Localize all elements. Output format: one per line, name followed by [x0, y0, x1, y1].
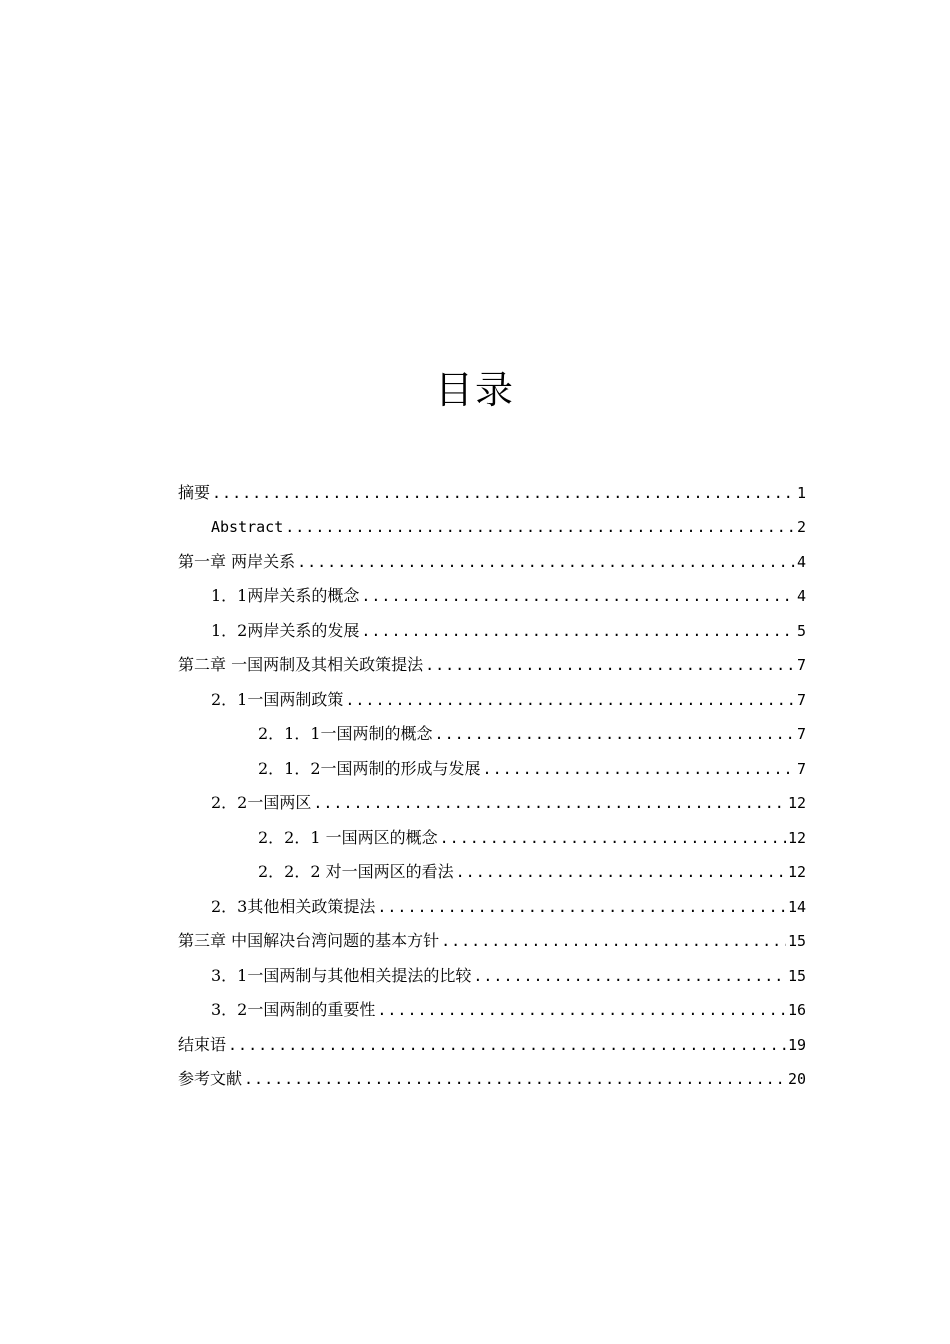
dot-leader: [212, 482, 795, 504]
toc-entry-section-2-2[interactable]: [178, 780, 806, 815]
dot-leader: [435, 723, 795, 745]
toc-entry-page-number: 12: [787, 863, 806, 881]
toc-entry-label: 2．2．1 一国两区的概念: [258, 827, 438, 847]
toc-entry-label: 2．1．2一国两制的形成与发展: [258, 758, 481, 778]
toc-entry-section-3-1[interactable]: [178, 952, 806, 987]
toc-entry-conclusion[interactable]: [178, 1021, 806, 1056]
toc-entry-abstract-cn[interactable]: [178, 469, 806, 504]
toc-entry-page-number: 7: [796, 690, 806, 709]
toc-entry-page-number: 12: [787, 828, 806, 847]
toc-entry-section-2-3[interactable]: [178, 883, 806, 918]
toc-entry-label: 摘要: [178, 482, 211, 502]
toc-entry-label: 第一章 两岸关系: [178, 551, 296, 571]
toc-entry-references[interactable]: [178, 1056, 806, 1091]
toc-entry-label: 第二章 一国两制及其相关政策提法: [178, 655, 424, 674]
toc-entry-page-number: 7: [796, 725, 806, 743]
dot-leader: [456, 861, 786, 883]
table-of-contents: [178, 469, 806, 1090]
toc-entry-section-1-1[interactable]: [178, 573, 806, 608]
dot-leader: [483, 758, 795, 780]
toc-entry-section-2-1[interactable]: [178, 676, 806, 711]
toc-entry-label: 2．2一国两区: [211, 793, 312, 812]
toc-entry-label: 3．1一国两制与其他相关提法的比较: [211, 965, 472, 985]
dot-leader: [440, 827, 786, 849]
toc-entry-page-number: 14: [787, 897, 806, 916]
dot-leader: [361, 620, 795, 642]
toc-entry-section-2-1-2[interactable]: [178, 745, 806, 780]
dot-leader: [473, 965, 786, 987]
dot-leader: [345, 689, 795, 711]
toc-entry-label: 1．2两岸关系的发展: [211, 620, 360, 640]
toc-entry-page-number: 16: [787, 1001, 806, 1019]
toc-entry-page-number: 7: [796, 656, 806, 674]
toc-entry-label: 2．2．2 对一国两区的看法: [258, 862, 454, 881]
toc-entry-page-number: 4: [796, 552, 806, 571]
toc-entry-label: 第三章 中国解决台湾问题的基本方针: [178, 931, 440, 950]
dot-leader: [285, 516, 795, 538]
toc-entry-page-number: 15: [787, 932, 806, 950]
toc-entry-page-number: 15: [787, 966, 806, 985]
toc-entry-label: Abstract: [211, 518, 284, 536]
toc-entry-section-2-1-1[interactable]: [178, 711, 806, 746]
dot-leader: [361, 585, 795, 607]
toc-entry-abstract-en[interactable]: [178, 504, 806, 539]
toc-entry-chapter-1[interactable]: [178, 538, 806, 573]
toc-entry-page-number: 7: [796, 759, 806, 778]
toc-entry-page-number: 1: [796, 483, 806, 502]
toc-entry-label: 2．1．1一国两制的概念: [258, 724, 433, 743]
dot-leader: [441, 930, 786, 952]
toc-entry-page-number: 2: [796, 518, 806, 536]
toc-entry-page-number: 5: [796, 621, 806, 640]
toc-entry-section-1-2[interactable]: [178, 607, 806, 642]
toc-entry-section-2-2-1[interactable]: [178, 814, 806, 849]
dot-leader: [377, 999, 786, 1021]
toc-entry-page-number: 4: [796, 587, 806, 605]
toc-entry-label: 3．2一国两制的重要性: [211, 1000, 376, 1019]
toc-entry-section-3-2[interactable]: [178, 987, 806, 1022]
toc-entry-label: 1．1两岸关系的概念: [211, 586, 360, 605]
dot-leader: [297, 551, 795, 573]
toc-entry-label: 参考文献: [178, 1069, 243, 1088]
dot-leader: [425, 654, 795, 676]
toc-entry-label: 结束语: [178, 1034, 227, 1054]
toc-entry-chapter-3[interactable]: [178, 918, 806, 953]
toc-entry-label: 2．3其他相关政策提法: [211, 896, 376, 916]
dot-leader: [313, 792, 786, 814]
toc-entry-page-number: 19: [787, 1035, 806, 1054]
toc-entry-label: 2．1一国两制政策: [211, 689, 344, 709]
toc-entry-chapter-2[interactable]: [178, 642, 806, 677]
dot-leader: [244, 1068, 786, 1090]
toc-entry-section-2-2-2[interactable]: [178, 849, 806, 884]
page-title: 目录: [434, 368, 515, 412]
dot-leader: [228, 1034, 786, 1056]
toc-entry-page-number: 20: [787, 1070, 806, 1088]
dot-leader: [377, 896, 786, 918]
toc-entry-page-number: 12: [787, 794, 806, 812]
